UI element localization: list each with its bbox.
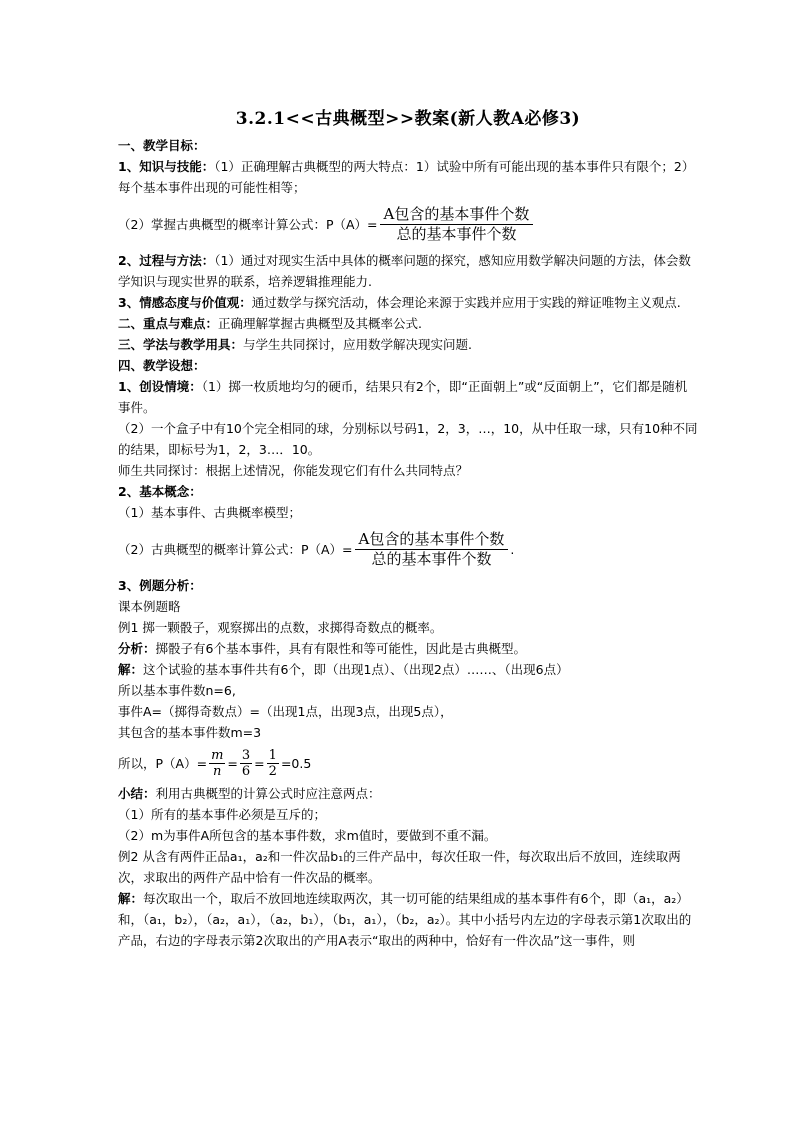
knowledge-skills-paragraph <box>118 156 698 198</box>
attitude-values-text: 通过数学与探究活动，体会理论来源于实践并应用于实践的辩证唯物主义观点. <box>251 295 681 310</box>
formula-1-fraction <box>380 205 534 244</box>
fraction-n-denominator: n <box>213 763 222 779</box>
process-method-text: （1）通过对现实生活中具体的概率问题的探究，感知应用数学解决问题的方法，体会数学知识与现实世界的联系，培养逻辑推理能力. <box>118 253 691 289</box>
summary-label: 小结： <box>118 786 156 801</box>
fraction-3-numerator: 3 <box>241 747 251 763</box>
summary-text: 利用古典概型的计算公式时应注意两点： <box>155 786 381 801</box>
formula-1-numerator: A包含的基本事件个数 <box>380 205 534 225</box>
example-2-statement: 例2 从含有两件正品a₁，a₂和一件次品b₁的三件产品中，每次任取一件，每次取出后不放回，连续取两次，求取出的两件产品中恰有一件次品的概率。 <box>118 849 681 885</box>
probability-result: =0.5 <box>280 755 312 771</box>
examples-heading: 3、例题分析： <box>118 578 202 593</box>
document-page <box>118 104 698 951</box>
learning-tools-paragraph <box>118 334 698 355</box>
analysis-label: 分析： <box>118 641 156 656</box>
basic-concepts-item-1: （1）基本事件、古典概率模型； <box>118 505 301 520</box>
example-1-probability <box>118 743 698 783</box>
scenario-label: 1、创设情境： <box>118 379 202 394</box>
formula-1-denominator: 总的基本事件个数 <box>396 224 517 243</box>
summary-point-1: （1）所有的基本事件必须是互斥的； <box>118 807 326 822</box>
fraction-6-denominator: 6 <box>241 763 251 779</box>
key-points-label: 二、重点与难点： <box>118 316 219 331</box>
solution-label: 解： <box>118 662 144 677</box>
attitude-values-paragraph <box>118 292 698 313</box>
formula-line-1 <box>118 199 698 249</box>
analysis-text: 掷骰子有6个基本事件，具有有限性和等可能性，因此是古典概型。 <box>155 641 526 656</box>
examples-intro: 课本例题略 <box>118 599 181 614</box>
formula-2-denominator: 总的基本事件个数 <box>371 549 492 568</box>
attitude-values-label: 3、情感态度与价值观： <box>118 295 252 310</box>
fraction-m-numerator: m <box>211 747 224 763</box>
example-1-solution <box>118 659 698 680</box>
key-points-text: 正确理解掌握古典概型及其概率公式. <box>218 316 422 331</box>
basic-concepts-heading: 2、基本概念： <box>118 484 202 499</box>
example-1-n: 所以基本事件数n=6, <box>118 683 236 698</box>
scenario-text: （1）掷一枚质地均匀的硬币，结果只有2个，即“正面朝上”或“反面朝上”，它们都是随机事件。 <box>118 379 688 415</box>
discussion-paragraph: 师生共同探讨：根据上述情况，你能发现它们有什么共同特点？ <box>118 463 469 478</box>
solution-text: 这个试验的基本事件共有6个，即（出现1点）、（出现2点）……、（出现6点） <box>143 662 569 677</box>
knowledge-skills-text: （1）正确理解古典概型的两大特点：1）试验中所有可能出现的基本事件只有限个；2）每个基本事件出现的可能性相等； <box>118 159 695 195</box>
summary-point-2: （2）m为事件A所包含的基本事件数，求m值时，要做到不重不漏。 <box>118 828 497 843</box>
scenario-paragraph-2: （2）一个盒子中有10个完全相同的球，分别标以号码1，2，3，…，10，从中任取一球，只有10种不同的结果，即标号为1，2，3…．10。 <box>118 421 698 457</box>
probability-prefix: 所以，P（A）= <box>118 756 208 771</box>
learning-tools-label: 三、学法与教学用具： <box>118 337 244 352</box>
example-2-solution <box>118 888 698 951</box>
knowledge-skills-label: 1、知识与技能： <box>118 159 215 174</box>
page-title: 3.2.1<<古典概型>>教案(新人教A必修3) <box>235 109 581 129</box>
example-1-analysis <box>118 638 698 659</box>
learning-tools-text: 与学生共同探讨，应用数学解决现实问题. <box>243 337 472 352</box>
formula-2-suffix: . <box>510 541 515 557</box>
formula-2-fraction <box>355 530 509 569</box>
fraction-2-denominator: 2 <box>268 763 277 779</box>
example-1-m: 其包含的基本事件数m=3 <box>118 725 262 740</box>
formula-2-numerator: A包含的基本事件个数 <box>355 530 509 550</box>
section-objectives-heading: 一、教学目标： <box>118 138 206 153</box>
equals-sign-2: = <box>254 755 265 771</box>
fraction-m-over-n <box>209 748 225 779</box>
formula-1-prefix: （2）掌握古典概型的概率计算公式：P（A）= <box>118 217 378 232</box>
process-method-paragraph <box>118 250 698 292</box>
solution-2-label: 解： <box>118 891 144 906</box>
fraction-3-over-6 <box>240 748 252 779</box>
fraction-1-over-2 <box>267 748 279 779</box>
summary-paragraph <box>118 783 698 804</box>
section-teaching-plan-heading: 四、教学设想： <box>118 358 206 373</box>
fraction-1-numerator: 1 <box>268 747 277 763</box>
example-1-statement: 例1 掷一颗骰子，观察掷出的点数，求掷得奇数点的概率。 <box>118 620 443 635</box>
formula-2-prefix: （2）古典概型的概率计算公式：P（A）= <box>118 542 353 557</box>
equals-sign-1: = <box>227 755 238 771</box>
example-1-event: 事件A=（掷得奇数点）=（出现1点，出现3点，出现5点）， <box>118 704 453 719</box>
formula-line-2 <box>118 524 698 574</box>
process-method-label: 2、过程与方法： <box>118 253 215 268</box>
solution-2-text: 每次取出一个，取后不放回地连续取两次，其一切可能的结果组成的基本事件有6个，即（a₁，a₂）和，（a₁，b₂），（a₂，a₁），（a₂，b₁），（b₁，a₁），（b₂，a₂）。其中小括号内左边的字母表示第1次取出的产品，右边的字母表示第2次取出的产用A表示“取出的两种中，恰好有一件次品”这一事件，则 <box>118 891 692 948</box>
key-points-paragraph <box>118 313 698 334</box>
scenario-paragraph <box>118 376 698 418</box>
